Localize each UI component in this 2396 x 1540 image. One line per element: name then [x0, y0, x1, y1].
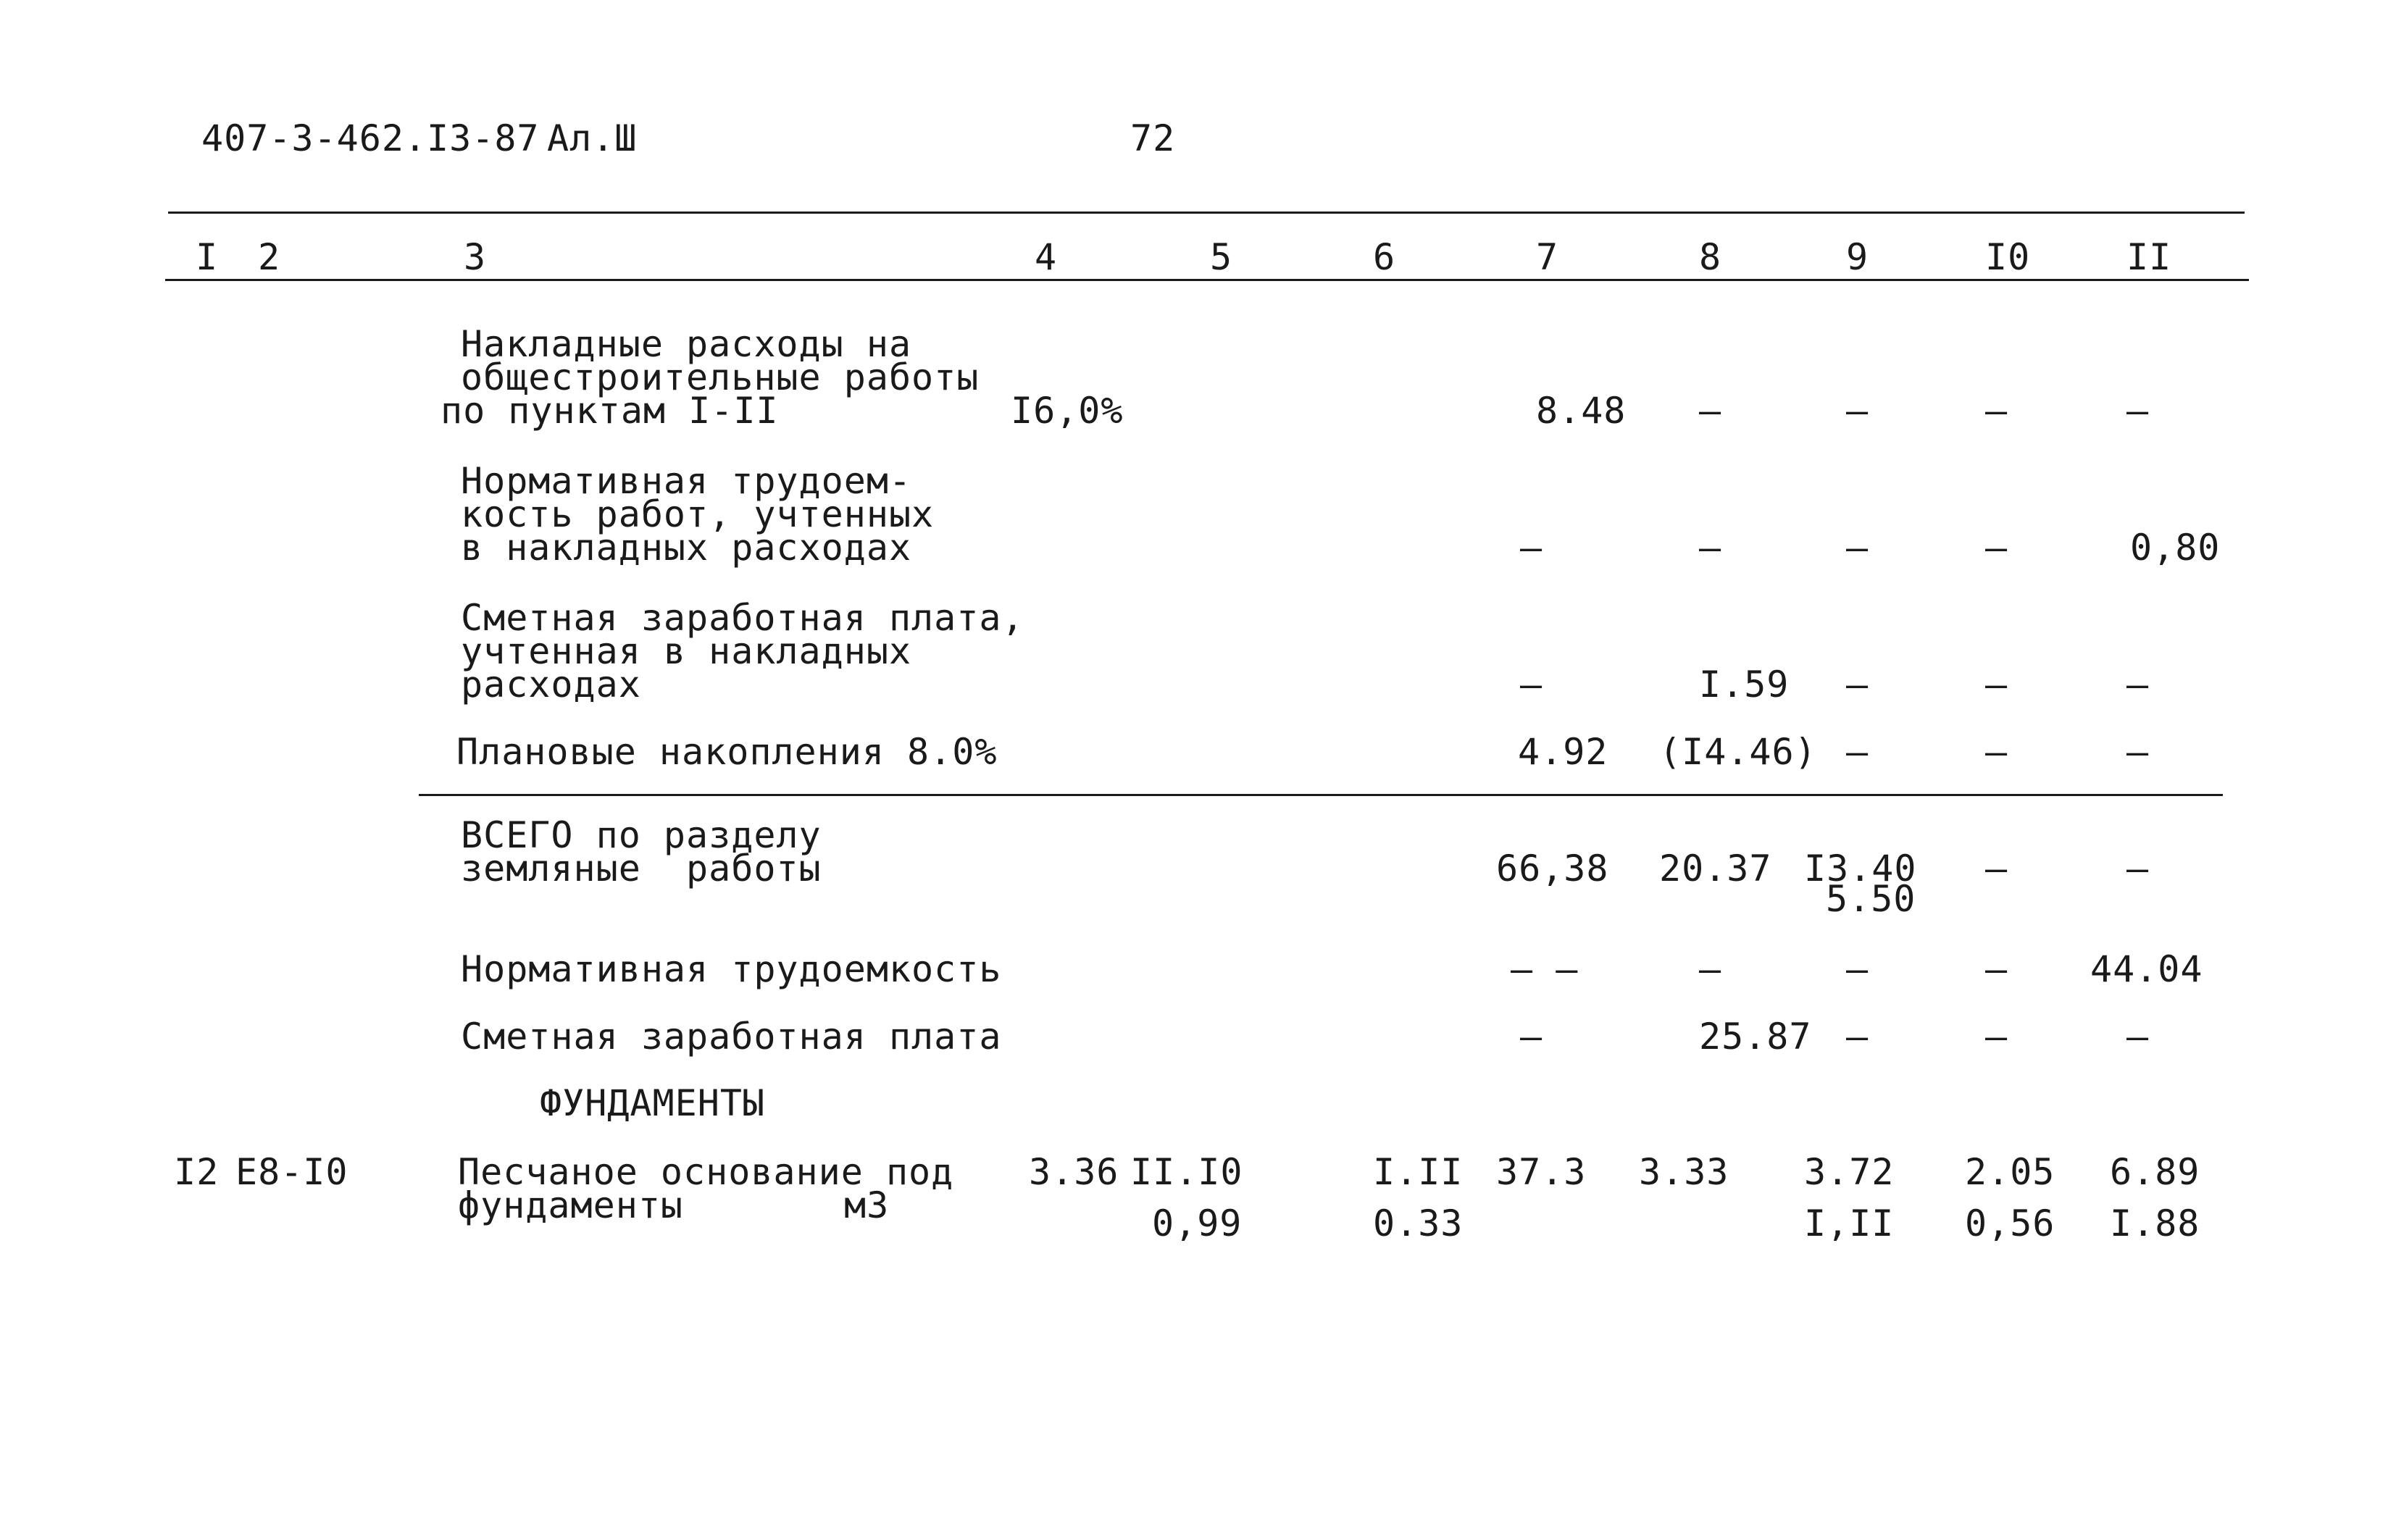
labor-total-label: Нормативная трудоемкость — [461, 948, 1002, 990]
sand-unit: м3 — [844, 1184, 890, 1226]
wage-overhead-col11: – — [2126, 664, 2150, 706]
total-col9-bottom: 5.50 — [1826, 878, 1916, 920]
wage-total-col7: – — [1520, 1016, 1543, 1058]
labor-overhead-col7: – — [1520, 527, 1543, 569]
wage-overhead-col8: I.59 — [1699, 664, 1790, 706]
column-header-6: 6 — [1373, 236, 1396, 278]
section-heading: ФУНДАМЕНТЫ — [540, 1082, 766, 1124]
top-rule — [168, 212, 2245, 214]
sand-col7: 37.3 — [1496, 1151, 1587, 1193]
sand-col5-top: II.I0 — [1130, 1151, 1243, 1193]
labor-total-col9: – — [1846, 948, 1869, 990]
total-col9-top: I3.40 — [1804, 848, 1917, 890]
overhead-col11: – — [2126, 390, 2150, 432]
wage-overhead-line-3: расходах — [461, 664, 641, 706]
column-header-8: 8 — [1699, 236, 1722, 278]
wage-overhead-col7: – — [1520, 664, 1543, 706]
sand-col9-bottom: I,II — [1804, 1202, 1895, 1244]
labor-overhead-line-3: в накладных расходах — [461, 527, 912, 569]
overhead-col10: – — [1985, 390, 2008, 432]
overhead-col9: – — [1846, 390, 1869, 432]
column-header-9: 9 — [1846, 236, 1869, 278]
planned-col8: (I4.46) — [1659, 731, 1817, 773]
wage-overhead-col10: – — [1985, 664, 2008, 706]
wage-total-col9: – — [1846, 1016, 1869, 1058]
column-header-5: 5 — [1210, 236, 1233, 278]
planned-col9: – — [1846, 731, 1869, 773]
total-line-2: земляные работы — [461, 848, 822, 890]
total-col7: 66,38 — [1496, 848, 1609, 890]
labor-total-col11: 44.04 — [2090, 948, 2203, 990]
page-number: 72 — [1130, 117, 1176, 159]
row-number: I2 — [174, 1151, 220, 1193]
sand-col10-top: 2.05 — [1965, 1151, 2055, 1193]
document-code: 407-3-462.I3-87 — [201, 117, 540, 159]
overhead-col7: 8.48 — [1536, 390, 1627, 432]
total-col11: – — [2126, 848, 2150, 890]
total-col10: – — [1985, 848, 2008, 890]
sand-col6-top: I.II — [1373, 1151, 1464, 1193]
total-col8: 20.37 — [1659, 848, 1772, 890]
wage-total-label: Сметная заработная плата — [461, 1016, 1002, 1058]
wage-total-col11: – — [2126, 1016, 2150, 1058]
labor-total-col8: – — [1699, 948, 1722, 990]
wage-total-col10: – — [1985, 1016, 2008, 1058]
album-label: Ал.Ш — [547, 117, 638, 159]
planned-col10: – — [1985, 731, 2008, 773]
total-line-1: ВСЕГО по разделу — [461, 814, 822, 856]
sand-col5-bottom: 0,99 — [1152, 1202, 1243, 1244]
labor-overhead-line-2: кость работ, учтенных — [461, 493, 935, 535]
overhead-rate: I6,0% — [1011, 390, 1124, 432]
subtotal-rule — [419, 794, 2223, 796]
labor-overhead-col8: – — [1699, 527, 1722, 569]
overhead-line-2: общестроительные работы — [461, 356, 980, 398]
sand-col10-bottom: 0,56 — [1965, 1202, 2055, 1244]
sand-col8: 3.33 — [1639, 1151, 1729, 1193]
sand-col11-bottom: I.88 — [2110, 1202, 2200, 1244]
header-bottom-rule — [165, 279, 2249, 281]
planned-col11: – — [2126, 731, 2150, 773]
column-header-3: 3 — [464, 236, 487, 278]
labor-total-col10: – — [1985, 948, 2008, 990]
sand-col6-bottom: 0.33 — [1373, 1202, 1464, 1244]
planned-savings-label: Плановые накопления 8.0% — [456, 731, 998, 773]
column-header-7: 7 — [1536, 236, 1559, 278]
sand-col9-top: 3.72 — [1804, 1151, 1895, 1193]
overhead-col8: – — [1699, 390, 1722, 432]
overhead-line-3: по пунктам I-II — [441, 390, 779, 432]
wage-overhead-line-1: Сметная заработная плата, — [461, 597, 1024, 639]
wage-overhead-line-2: учтенная в накладных — [461, 630, 912, 672]
column-header-11: II — [2126, 236, 2172, 278]
column-header-2: 2 — [258, 236, 281, 278]
labor-total-col7: – – — [1511, 948, 1579, 990]
price-code: Е8-I0 — [235, 1151, 348, 1193]
column-header-1: I — [196, 236, 219, 278]
sand-col4: 3.36 — [1029, 1151, 1119, 1193]
overhead-line-1: Накладные расходы на — [461, 323, 912, 365]
labor-overhead-col11: 0,80 — [2130, 527, 2221, 569]
labor-overhead-col10: – — [1985, 527, 2008, 569]
column-header-4: 4 — [1035, 236, 1058, 278]
column-header-10: I0 — [1985, 236, 2031, 278]
wage-total-col8: 25.87 — [1699, 1016, 1812, 1058]
sand-line-1: Песчаное основание под — [458, 1151, 954, 1193]
sand-col11-top: 6.89 — [2110, 1151, 2200, 1193]
sand-line-2: фундаменты — [458, 1184, 684, 1226]
planned-col7: 4.92 — [1518, 731, 1608, 773]
wage-overhead-col9: – — [1846, 664, 1869, 706]
labor-overhead-col9: – — [1846, 527, 1869, 569]
labor-overhead-line-1: Нормативная трудоем- — [461, 460, 912, 502]
